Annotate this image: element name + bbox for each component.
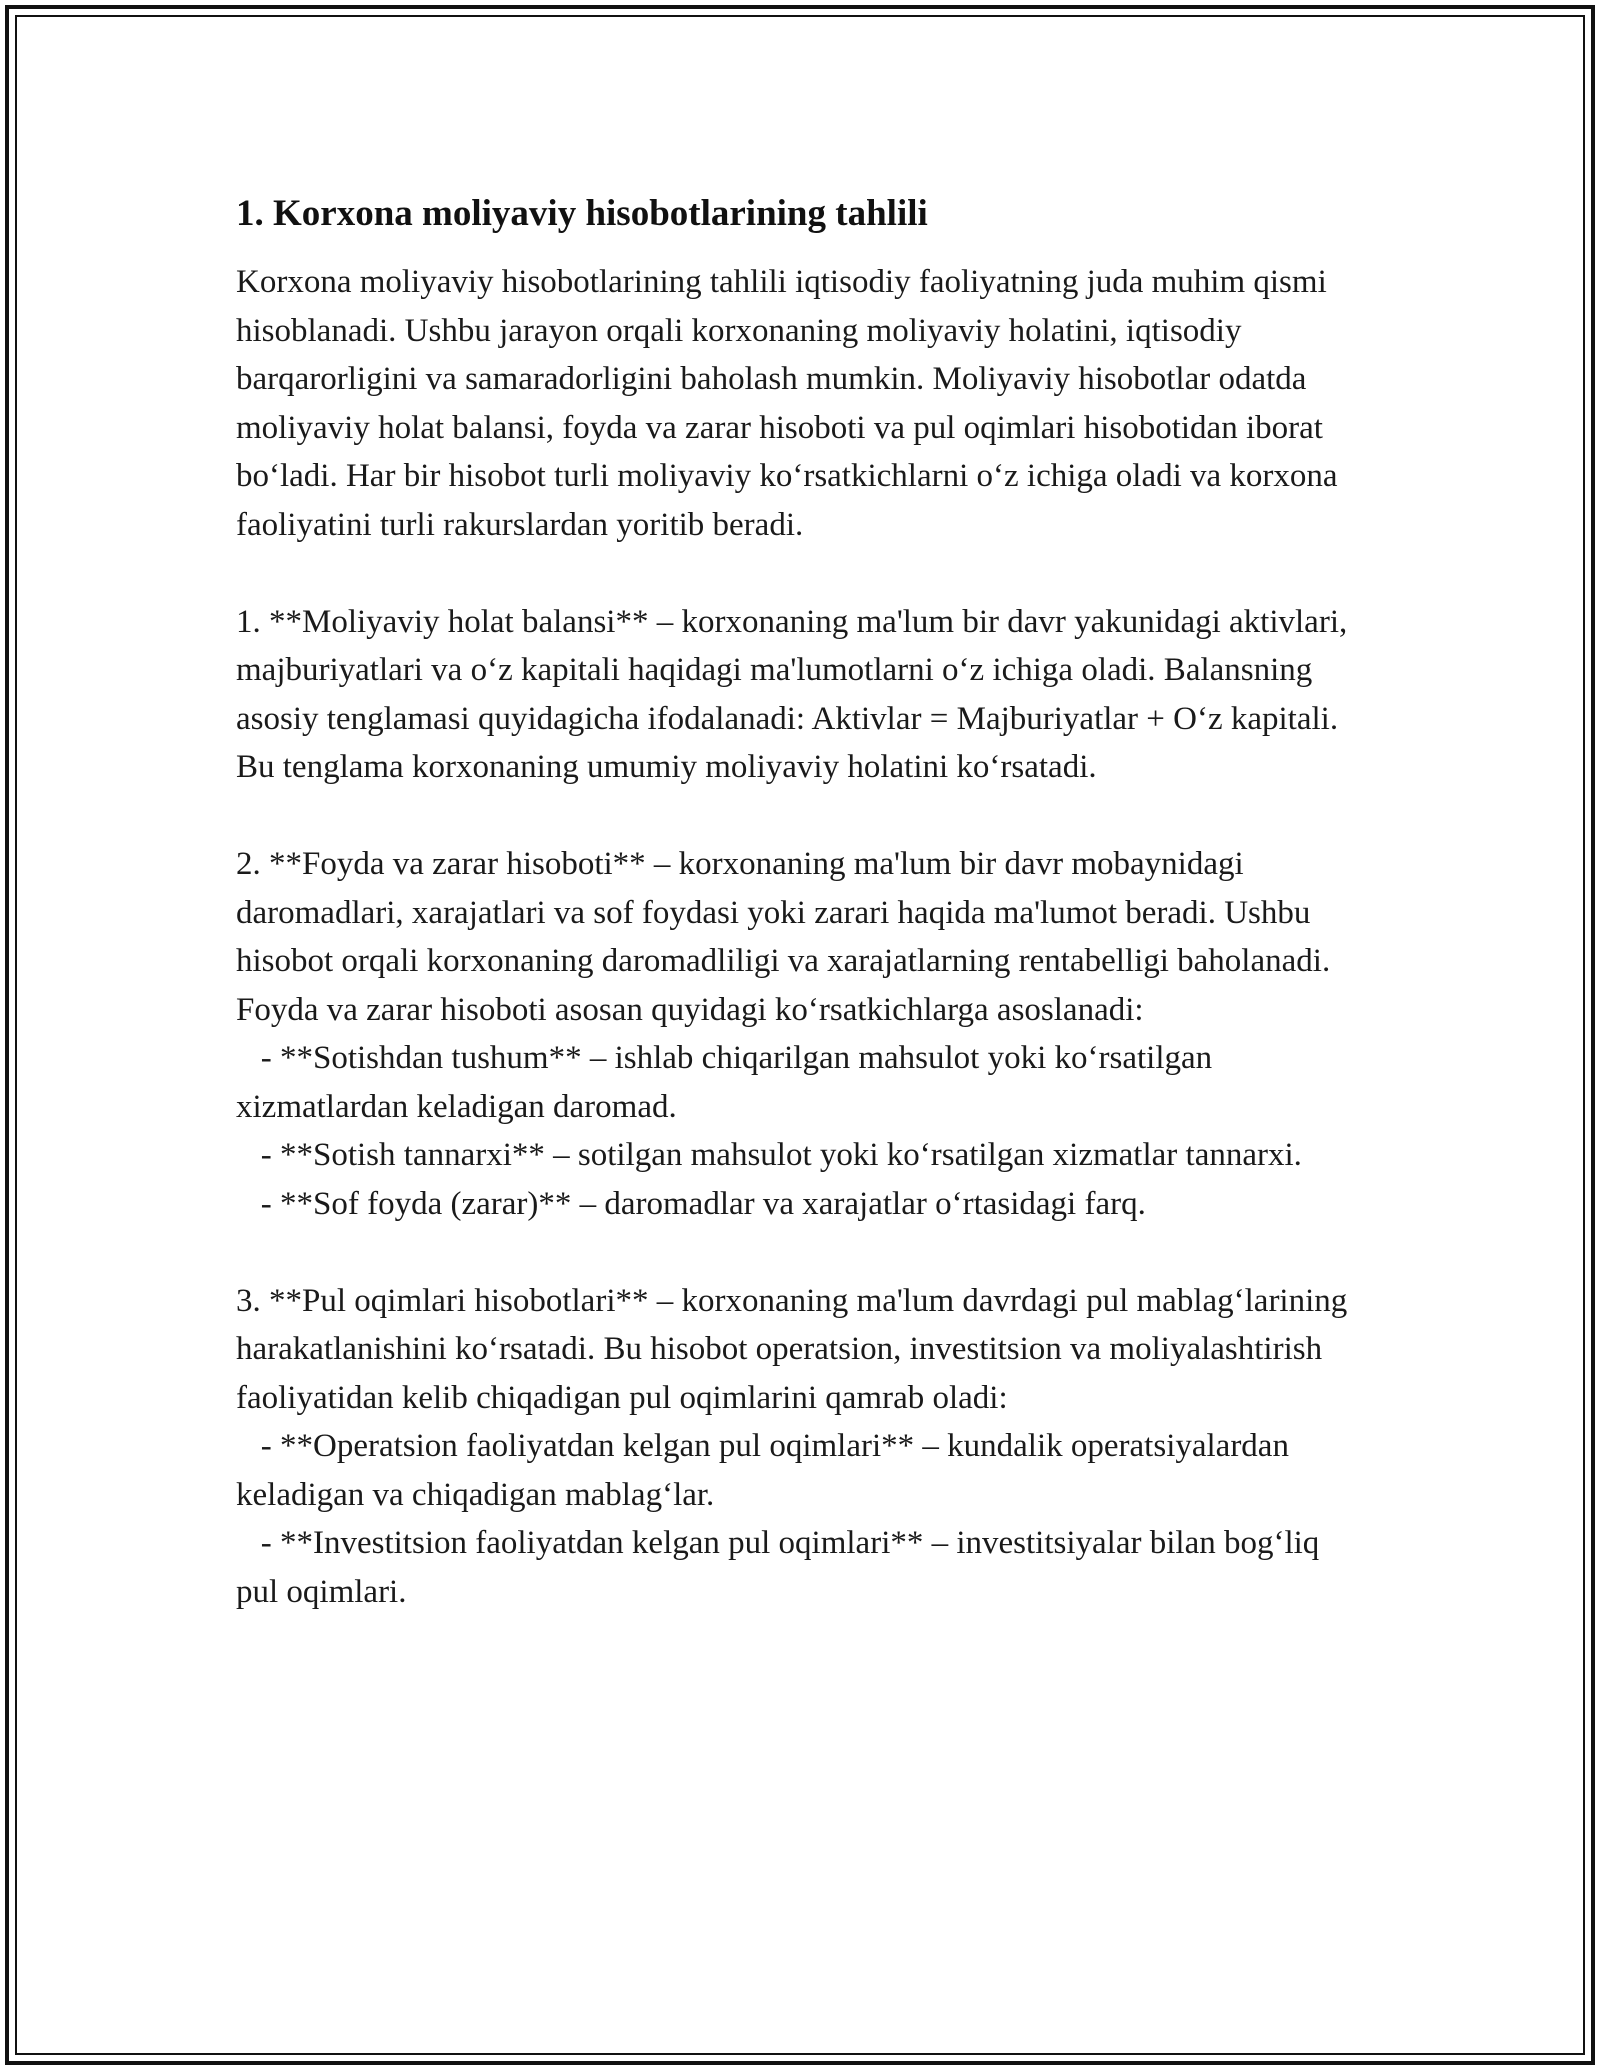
document-body: Korxona moliyaviy hisobotlarining tahlili iqtisodiy faoliyatning juda muhim qismi hisoblanadi. Ushbu jarayon orqali korxonaning moliyaviy holatini, iqtisodiy barqarorligini va samaradorligini baholash mumkin. Moliyaviy hisobotlar odatda moliyaviy holat balansi, foyda va zarar hisoboti va pul oqimlari hisobotidan iborat bo‘ladi. Har bir hisobot turli moliyaviy ko‘rsatkichlarni o‘z ichiga oladi va korxona faoliyatini turli rakurslardan yoritib beradi. 1. **Moliyaviy holat balansi** – korxonaning ma'lum bir davr yakunidagi aktivlari, majburiyatlari va o‘z kapitali haqidagi ma'lumotlarni o‘z ichiga oladi. Balansning asosiy tenglamasi quyidagicha ifodalanadi: Aktivlar = Majburiyatlar + O‘z kapitali. Bu tenglama korxonaning umumiy moliyaviy holatini ko‘rsatadi. 2. **Foyda va zarar hisoboti** – korxonaning ma'lum bir davr mobaynidagi daromadlari, xarajatlari va sof foydasi yoki zarari haqida ma'lumot beradi. Ushbu hisobot orqali korxonaning daromadliligi va xarajatlarning rentabelligi baholanadi. Foyda va zarar hisoboti asosan quyidagi ko‘rsatkichlarga asoslanadi: - **Sotishdan tushum** – ishlab chiqarilgan mahsulot yoki ko‘rsatilgan xizmatlardan keladigan daromad. - **Sotish tannarxi** – sotilgan mahsulot yoki ko‘rsatilgan xizmatlar tannarxi. - **Sof foyda (zarar)** – daromadlar va xarajatlar o‘rtasidagi farq. 3. **Pul oqimlari hisobotlari** – korxonaning ma'lum davrdagi pul mablag‘larining harakatlanishini ko‘rsatadi. Bu hisobot operatsion, investitsion va moliyalashtirish faoliyatidan kelib chiqadigan pul oqimlarini qamrab oladi: - **Operatsion faoliyatdan kelgan pul oqimlari** – kundalik operatsiyalardan keladigan va chiqadigan mablag‘lar. - **Investitsion faoliyatdan kelgan pul oqimlari** – investitsiyalar bilan bog‘liq pul oqimlari. (236, 264, 1348, 1610)
document-content (236, 186, 1366, 1616)
document-title: 1. Korxona moliyaviy hisobotlarining tahlili (236, 193, 928, 234)
